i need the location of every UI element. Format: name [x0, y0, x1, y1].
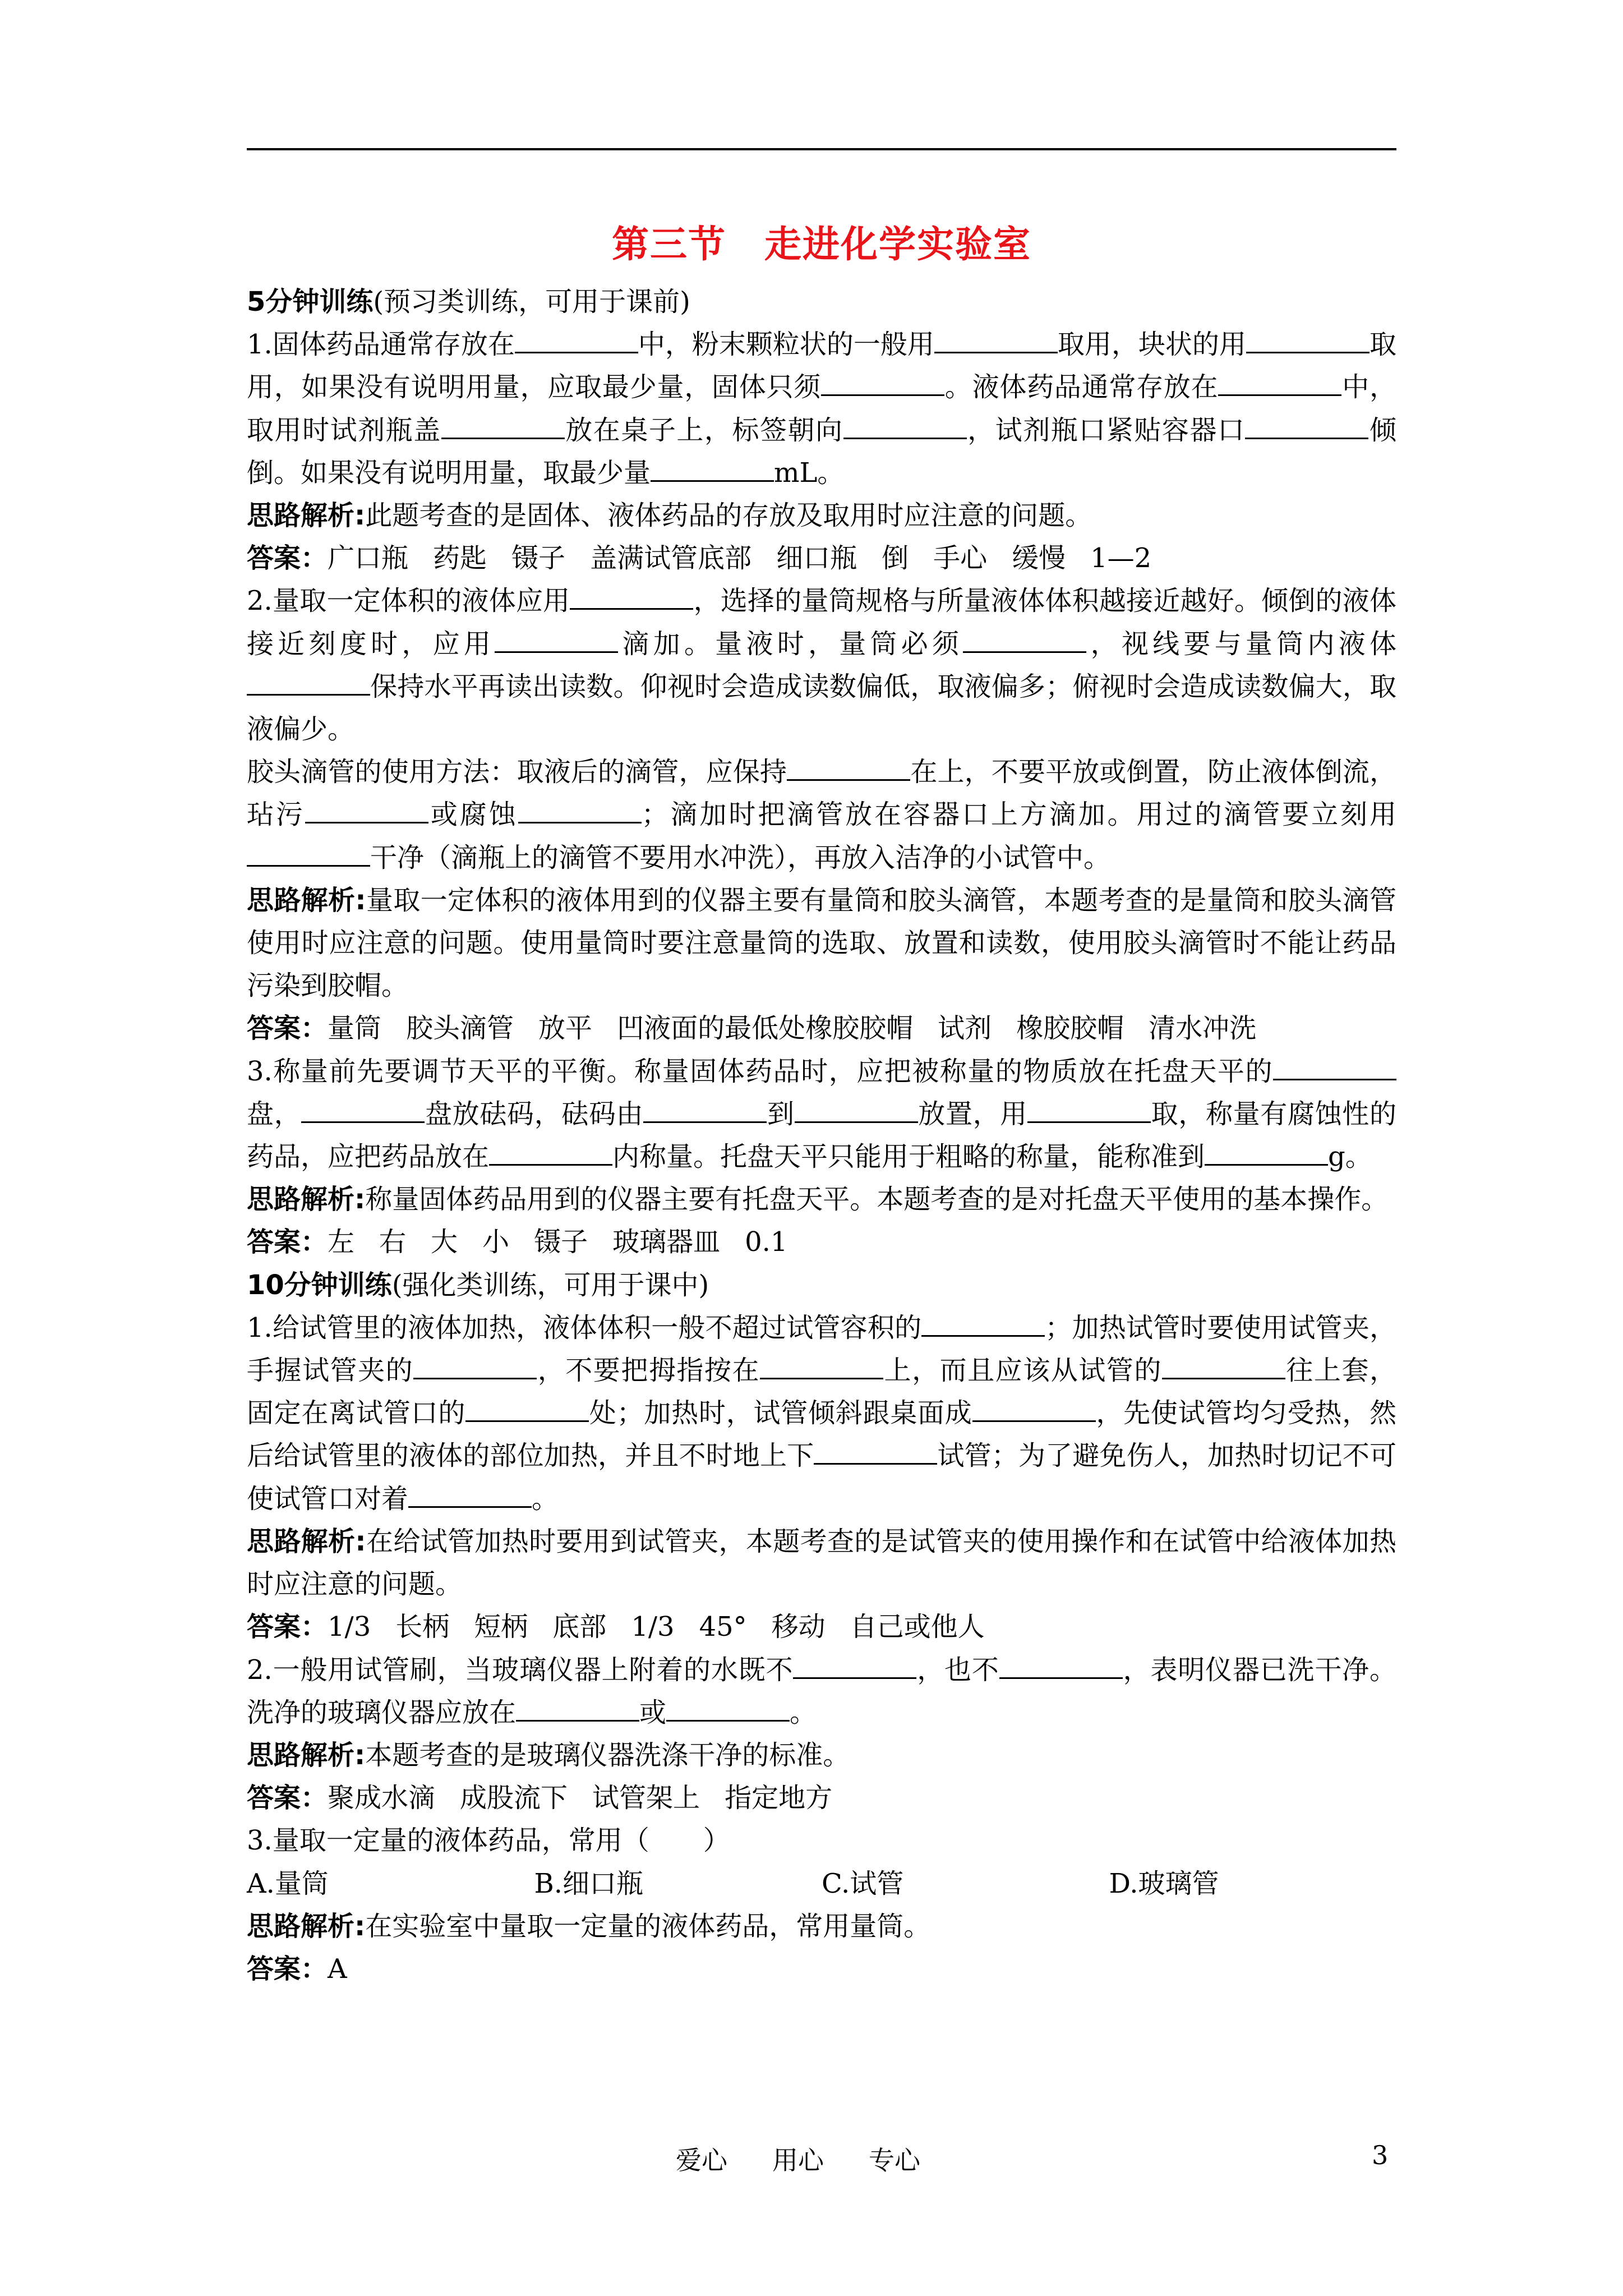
- question-3: 3.称量前先要调节天平的平衡。称量固体药品时，应把被称量的物质放在托盘天平的盘， 盘放砝码，砝码由 到 放置，用 取，称量有腐蚀性的药品，应把药品放在 内称量。托盘天平只能用于粗略的称量，能称准到 g。: [247, 1050, 1396, 1179]
- answer-blank[interactable]: [489, 1139, 612, 1166]
- answer-6: 答案：A: [247, 1953, 347, 1985]
- answer-blank[interactable]: [1273, 1054, 1396, 1080]
- answer-blank[interactable]: [1027, 1097, 1151, 1123]
- answer-item: 盖满试管底部: [590, 542, 752, 574]
- option-a: A.量筒: [247, 1867, 329, 1899]
- option-b: B.细口瓶: [534, 1867, 644, 1899]
- answer-item: 镊子: [511, 542, 566, 574]
- answer-item: 短柄: [474, 1611, 528, 1643]
- answer-item: 试管架上: [592, 1782, 700, 1814]
- option-c: C.试管: [822, 1867, 904, 1899]
- analysis-4: 思路解析:在给试管加热时要用到试管夹，本题考查的是试管夹的使用操作和在试管中给液体加热时应注意的问题。: [247, 1525, 1396, 1600]
- footer-motto: 爱心 用心 专心: [676, 2145, 920, 2175]
- answer-item: 缓慢: [1012, 542, 1066, 574]
- answer-item: 玻璃器皿: [612, 1226, 721, 1258]
- document-body: [247, 280, 1396, 1990]
- answer-blank[interactable]: [1218, 370, 1341, 396]
- answer-blank[interactable]: [963, 627, 1086, 653]
- answer-item: 成股流下: [460, 1782, 568, 1814]
- answer-blank[interactable]: [793, 1653, 916, 1679]
- answer-5: 答案：聚成水滴 成股流下 试管架上 指定地方: [247, 1782, 833, 1814]
- answer-item: 1/3: [328, 1611, 371, 1643]
- answer-item: 自己或他人: [850, 1611, 985, 1643]
- question-2-part-2: 胶头滴管的使用方法：取液后的滴管，应保持 在上，不要平放或倒置，防止液体倒流，玷污 或腐蚀 ；滴加时把滴管放在容器口上方滴加。用过的滴管要立刻用干净（滴瓶上的滴管不要用水冲洗），再放入洁净的小试管中。: [247, 751, 1396, 879]
- header-rule: [247, 148, 1396, 150]
- answer-item: 细口瓶: [776, 542, 857, 574]
- answer-blank[interactable]: [301, 1097, 425, 1123]
- question-5: 2.一般用试管刷，当玻璃仪器上附着的水既不 ，也不 ，表明仪器已洗干净。洗净的玻璃仪器应放在 或 。: [247, 1649, 1396, 1734]
- answer-item: 试剂: [938, 1013, 992, 1045]
- answer-blank[interactable]: [651, 455, 774, 482]
- answer-blank[interactable]: [821, 370, 944, 396]
- answer-item: 右: [379, 1226, 407, 1258]
- answer-item: 移动: [771, 1611, 826, 1643]
- page-title: 第三节 走进化学实验室: [612, 223, 1031, 266]
- answer-item: 清水冲洗: [1149, 1013, 1257, 1045]
- analysis-1: 思路解析:此题考查的是固体、液体药品的存放及取用时应注意的问题。: [247, 500, 1092, 532]
- answer-item: 45°: [699, 1611, 747, 1643]
- answer-blank[interactable]: [921, 1310, 1045, 1337]
- answer-item: 倒: [882, 542, 909, 574]
- answer-blank[interactable]: [787, 754, 910, 781]
- answer-blank[interactable]: [972, 1396, 1096, 1422]
- answer-item: 镊子: [534, 1226, 588, 1258]
- answer-blank[interactable]: [666, 1695, 790, 1722]
- answer-item: 胶头滴管: [406, 1013, 514, 1045]
- section-heading-10min: 10分钟训练(强化类训练，可用于课中): [247, 1269, 709, 1301]
- question-1: 1.固体药品通常存放在 中，粉末颗粒状的一般用 取用，块状的用 取用，如果没有说明用量，应取最少量，固体只须 。液体药品通常存放在 中，取用时试剂瓶盖 放在桌子上，标签朝向 ，试剂瓶口紧贴容器口 倾倒。如果没有说明用量，取最少量 mL。: [247, 323, 1396, 494]
- answer-blank[interactable]: [1246, 327, 1370, 353]
- analysis-3: 思路解析:称量固体药品用到的仪器主要有托盘天平。本题考查的是对托盘天平使用的基本操作。: [247, 1184, 1389, 1216]
- analysis-5: 思路解析:本题考查的是玻璃仪器洗涤干净的标准。: [247, 1739, 850, 1771]
- answer-blank[interactable]: [814, 1438, 937, 1465]
- answer-blank[interactable]: [516, 1695, 639, 1722]
- answer-blank[interactable]: [999, 1653, 1123, 1679]
- answer-blank[interactable]: [843, 413, 967, 439]
- page-number: 3: [1372, 2140, 1389, 2170]
- section-heading-5min: 5分钟训练(预习类训练，可用于课前): [247, 286, 690, 318]
- analysis-6: 思路解析:在实验室中量取一定量的液体药品，常用量筒。: [247, 1910, 931, 1942]
- answer-blank[interactable]: [247, 840, 370, 867]
- answer-blank[interactable]: [1205, 1139, 1328, 1166]
- answer-item: 指定地方: [725, 1782, 833, 1814]
- answer-3: 答案：左 右 大 小 镊子 玻璃器皿 0.1: [247, 1226, 788, 1258]
- answer-blank[interactable]: [643, 1097, 767, 1123]
- answer-item: 大: [431, 1226, 458, 1258]
- question-6-stem: 3.量取一定量的液体药品，常用（ ）: [247, 1825, 730, 1857]
- answer-blank[interactable]: [570, 583, 693, 610]
- answer-blank[interactable]: [441, 413, 565, 439]
- answer-item: 药匙: [433, 542, 487, 574]
- answer-2: 答案：量筒 胶头滴管 放平 凹液面的最低处橡胶胶帽 试剂 橡胶胶帽 清水冲洗: [247, 1013, 1257, 1045]
- question-2: 2.量取一定体积的液体应用 ，选择的量筒规格与所量液体体积越接近越好。倾倒的液体接近刻度时，应用 滴加。量液时，量筒必须 ，视线要与量筒内液体保持水平再读出读数。仰视时会造成读数偏低，取液偏多；俯视时会造成读数偏大，取液偏少。: [247, 579, 1396, 751]
- answer-item: 聚成水滴: [328, 1782, 436, 1814]
- answer-blank[interactable]: [760, 1353, 883, 1379]
- option-d: D.玻璃管: [1109, 1867, 1219, 1899]
- answer-item: 长柄: [395, 1611, 450, 1643]
- answer-item: 手心: [933, 542, 988, 574]
- analysis-2: 思路解析:量取一定体积的液体用到的仪器主要有量筒和胶头滴管，本题考查的是量筒和胶头滴管使用时应注意的问题。使用量筒时要注意量筒的选取、放置和读数，使用胶头滴管时不能让药品污染到胶帽。: [247, 884, 1396, 1002]
- answer-item: 广口瓶: [328, 542, 409, 574]
- answer-1: 答案：广口瓶 药匙 镊子 盖满试管底部 细口瓶 倒 手心 缓慢 1—2: [247, 542, 1152, 574]
- answer-item: 小: [482, 1226, 510, 1258]
- answer-blank[interactable]: [518, 797, 642, 823]
- answer-item: 量筒: [328, 1013, 382, 1045]
- answer-item: 放平: [538, 1013, 593, 1045]
- answer-blank[interactable]: [408, 1481, 532, 1508]
- answer-item: 凹液面的最低处橡胶胶帽: [617, 1013, 914, 1045]
- answer-blank[interactable]: [465, 1396, 589, 1422]
- question-6-options: [247, 1862, 1396, 1905]
- answer-item: 橡胶胶帽: [1016, 1013, 1124, 1045]
- answer-item: 左: [328, 1226, 355, 1258]
- answer-item: 1—2: [1090, 542, 1152, 574]
- answer-blank[interactable]: [1162, 1353, 1285, 1379]
- answer-blank[interactable]: [305, 797, 428, 823]
- answer-blank[interactable]: [1245, 413, 1368, 439]
- answer-item: 0.1: [745, 1226, 788, 1258]
- answer-item: 底部: [552, 1611, 607, 1643]
- answer-blank[interactable]: [515, 327, 638, 353]
- answer-blank[interactable]: [795, 1097, 918, 1123]
- answer-blank[interactable]: [247, 669, 370, 696]
- answer-blank[interactable]: [495, 627, 618, 653]
- answer-4: 答案：1/3 长柄 短柄 底部 1/3 45° 移动 自己或他人: [247, 1611, 985, 1643]
- answer-blank[interactable]: [413, 1353, 537, 1379]
- answer-blank[interactable]: [934, 327, 1058, 353]
- answer-item: 1/3: [631, 1611, 675, 1643]
- question-4: 1.给试管里的液体加热，液体体积一般不超过试管容积的 ；加热试管时要使用试管夹，手握试管夹的 ，不要把拇指按在 上，而且应该从试管的 往上套，固定在离试管口的 处；加热时，试管倾斜跟桌面成 ，先使试管均匀受热，然后给试管里的液体的部位加热，并且不时地上下 试管；为了避免伤人，加热时切记不可使试管口对着 。: [247, 1306, 1396, 1520]
